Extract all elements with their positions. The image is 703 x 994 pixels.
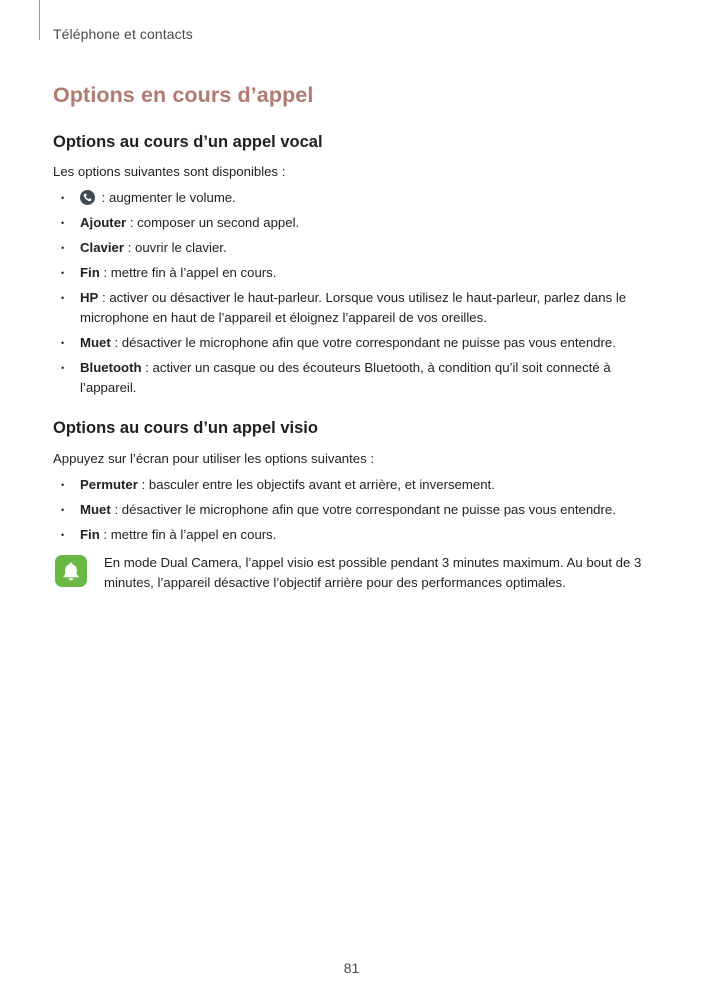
option-desc: : basculer entre les objectifs avant et arrière, et inversement. [137, 477, 495, 492]
option-term: Clavier [80, 240, 124, 255]
option-term: Permuter [80, 477, 138, 492]
option-term: Fin [80, 527, 100, 542]
list-item [53, 500, 643, 520]
option-desc: : ouvrir le clavier. [124, 240, 227, 255]
running-header: Téléphone et contacts [53, 26, 193, 42]
option-desc: : composer un second appel. [126, 215, 300, 230]
option-term: Muet [80, 502, 111, 517]
option-desc: : désactiver le microphone afin que votre correspondant ne puisse pas vous entendre. [110, 335, 616, 350]
note-text: En mode Dual Camera, l’appel visio est possible pendant 3 minutes maximum. Au bout de 3 minutes, l’appareil désactive l’objectif arrière pour des performances optimales. [104, 555, 642, 590]
list-item [53, 358, 643, 398]
option-desc: : augmenter le volume. [98, 190, 236, 205]
bell-note-icon [55, 555, 87, 587]
option-desc: : désactiver le microphone afin que votre correspondant ne puisse pas vous entendre. [110, 502, 616, 517]
margin-rule [39, 0, 40, 40]
page-number: 81 [343, 960, 360, 976]
section-title-voice: Options au cours d’un appel vocal [53, 133, 323, 151]
chapter-title: Options en cours d’appel [53, 83, 314, 107]
video-options-list [53, 475, 643, 550]
list-item [53, 333, 643, 353]
option-desc: : activer ou désactiver le haut-parleur. Lorsque vous utilisez le haut-parleur, parlez dans le microphone en haut de l’appareil et éloignez l’appareil de vos oreilles. [80, 290, 627, 325]
list-item [53, 213, 643, 233]
volume-icon [80, 190, 95, 205]
list-item [53, 188, 643, 208]
list-item [53, 525, 643, 545]
list-item [53, 288, 643, 328]
voice-options-list [53, 188, 643, 403]
list-item [53, 238, 643, 258]
option-desc: : mettre fin à l’appel en cours. [99, 527, 277, 542]
section-intro-voice: Les options suivantes sont disponibles : [53, 164, 286, 179]
option-desc: : activer un casque ou des écouteurs Bluetooth, à condition qu’il soit connecté à l’appareil. [80, 360, 611, 395]
list-item [53, 475, 643, 495]
list-item [53, 263, 643, 283]
option-term: Muet [80, 335, 111, 350]
section-title-video: Options au cours d’un appel visio [53, 419, 318, 437]
option-term: Ajouter [80, 215, 127, 230]
option-term: HP [80, 290, 99, 305]
option-desc: : mettre fin à l’appel en cours. [99, 265, 277, 280]
option-term: Bluetooth [80, 360, 142, 375]
option-term: Fin [80, 265, 100, 280]
section-intro-video: Appuyez sur l’écran pour utiliser les options suivantes : [53, 451, 375, 466]
